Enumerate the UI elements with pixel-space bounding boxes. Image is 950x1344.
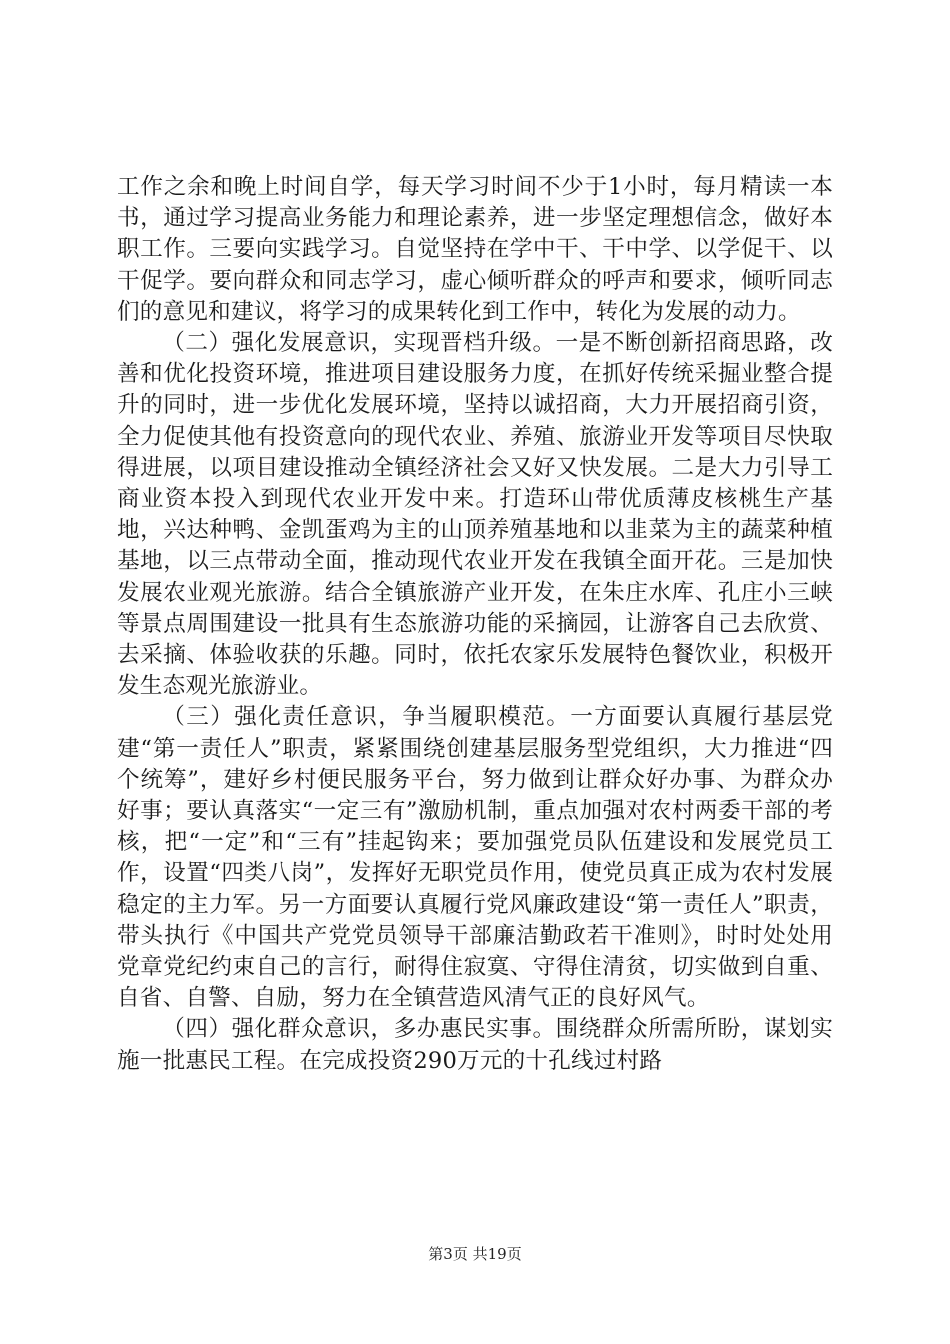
paragraph-responsibility-awareness: （三）强化责任意识，争当履职模范。一方面要认真履行基层党建“第一责任人”职责，紧紧围绕创建基层服务型党组织，大力推进“四个统筹”，建好乡村便民服务平台，努力做到让群众好办事、为群众办好事；要认真落实“一定三有”激励机制，重点加强对农村两委干部的考核，把“一定”和“三有”挂起钩来；要加强党员队伍建设和发展党员工作，设置“四类八岗”，发挥好无职党员作用，使党员真正成为农村发展稳定的主力军。另一方面要认真履行党风廉政建设“第一责任人”职责，带头执行《中国共产党党员领导干部廉洁勤政若干准则》，时时处处用党章党纪约束自己的言行，耐得住寂寞、守得住清贫，切实做到自重、自省、自警、自励，努力在全镇营造风清气正的良好风气。 <box>117 704 833 1012</box>
paragraph-mass-awareness: （四）强化群众意识，多办惠民实事。围绕群众所需所盼，谋划实施一批惠民工程。在完成投资290万元的十孔线过村路 <box>117 1016 833 1074</box>
page-number-footer: 第3页 共19页 <box>428 1245 522 1263</box>
paragraph-study-continuation: 工作之余和晚上时间自学，每天学习时间不少于1小时，每月精读一本书，通过学习提高业务能力和理论素养，进一步坚定理想信念，做好本职工作。三要向实践学习。自觉坚持在学中干、干中学、以学促干、以干促学。要向群众和同志学习，虚心倾听群众的呼声和要求，倾听同志们的意见和建议，将学习的成果转化到工作中，转化为发展的动力。 <box>117 174 833 325</box>
document-body <box>117 172 833 1077</box>
paragraph-development-awareness: （二）强化发展意识，实现晋档升级。一是不断创新招商思路，改善和优化投资环境，推进项目建设服务力度，在抓好传统采掘业整合提升的同时，进一步优化发展环境，坚持以诚招商，大力开展招商引资，全力促使其他有投资意向的现代农业、养殖、旅游业开发等项目尽快取得进展，以项目建设推动全镇经济社会又好又快发展。二是大力引导工商业资本投入到现代农业开发中来。打造环山带优质薄皮核桃生产基地，兴达种鸭、金凯蛋鸡为主的山顶养殖基地和以韭菜为主的蔬菜种植基地，以三点带动全面，推动现代农业开发在我镇全面开花。三是加快发展农业观光旅游。结合全镇旅游产业开发，在朱庄水库、孔庄小三峡等景点周围建设一批具有生态旅游功能的采摘园，让游客自己去欣赏、去采摘、体验收获的乐趣。同时，依托农家乐发展特色餐饮业，积极开发生态观光旅游业。 <box>117 330 833 700</box>
